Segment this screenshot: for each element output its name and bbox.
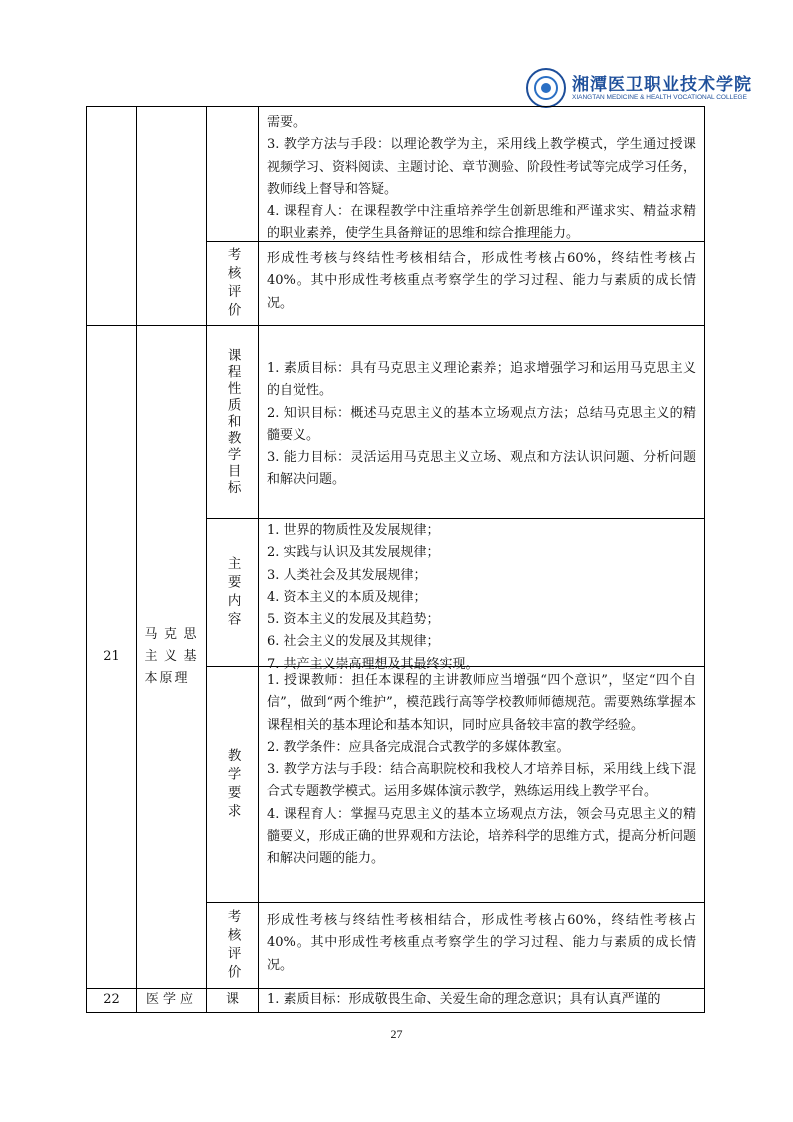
row21-nature-text: 1. 素质目标：具有马克思主义理论素养；追求增强学习和运用马克思主义的自觉性。 2. 知识目标：概述马克思主义的基本立场观点方法；总结马克思主义的精髓要义。 3. 能力目标：灵活运用马克思主义立场、观点和方法认识问题、分析问题和解决问题。 — [267, 361, 696, 488]
row21-requirements-text: 1. 授课教师：担任本课程的主讲教师应当增强“四个意识”，坚定“四个自信”，做到“两个维护”，模范践行高等学校教师师德规范。需要熟练掌握本课程相关的基本理论和基本知识，同时应具备较丰富的教学经验。 2. 教学条件：应具备完成混合式教学的多媒体教室。 3. 教学方法与手段：结合高职院校和我校人才培养目标，采用线上线下混合式专题教学模式。运用多媒体演示教学，熟练运用线上教学平台。 4. 课程育人：掌握马克思主义的基本立场观点方法，领会马克思主义的精髓要义，形成正确的世界观和方法论，培养科学的思维方式，提高分析问题和解决问题的能力。 — [267, 673, 697, 867]
row22-course-name: 医学应 — [145, 992, 197, 1008]
college-name: 湘潭医卫职业技术学院 — [572, 75, 752, 95]
row21-nature-label: 课程性质和教学目标 — [224, 347, 241, 497]
college-name-en: XIANGTAN MEDICINE & HEALTH VOCATIONAL COLLEGE — [572, 94, 747, 101]
row22-nature-text: 1. 素质目标：形成敬畏生命、关爱生命的理念意识；具有认真严谨的 — [267, 992, 661, 1007]
row22-number: 22 — [103, 992, 120, 1008]
page-number: 27 — [390, 1027, 403, 1041]
row21-assessment-label: 考核评价 — [224, 908, 241, 983]
cont-assessment-text: 形成性考核与终结性考核相结合，形成性考核占60%，终结性考核占40%。其中形成性考核重点考察学生的学习过程、能力与素质的成长情况。 — [267, 251, 696, 311]
cont-teaching-requirements: 需要。 3. 教学方法与手段：以理论教学为主，采用线上教学模式，学生通过授课视频学习、资料阅读、主题讨论、章节测验、阶段性考试等完成学习任务，教师线上督导和答疑。 4. 课程育人：在课程教学中注重培养学生创新思维和严谨求实、精益求精的职业素养，使学生具备辩证的思维和综合推理能力。 — [267, 115, 697, 242]
row21-content-text: 1. 世界的物质性及发展规律； 2. 实践与认识及其发展规律； 3. 人类社会及其发展规律； 4. 资本主义的本质及规律； 5. 资本主义的发展及其趋势； 6. 社会主义的发展及其规律； 7. 共产主义崇高理想及其最终实现。 — [267, 523, 479, 672]
row21-assessment-text: 形成性考核与终结性考核相结合，形成性考核占60%，终结性考核占40%。其中形成性考核重点考察学生的学习过程、能力与素质的成长情况。 — [267, 913, 696, 973]
row21-requirements-label: 教学要求 — [224, 747, 241, 822]
row21-course-name: 马克思主义基本原理 — [144, 627, 199, 686]
row22-nature-label: 课 — [225, 992, 239, 1008]
row21-number: 21 — [103, 648, 120, 664]
row21-content-label: 主要内容 — [224, 555, 241, 630]
cont-assessment-label: 考核评价 — [224, 246, 241, 321]
